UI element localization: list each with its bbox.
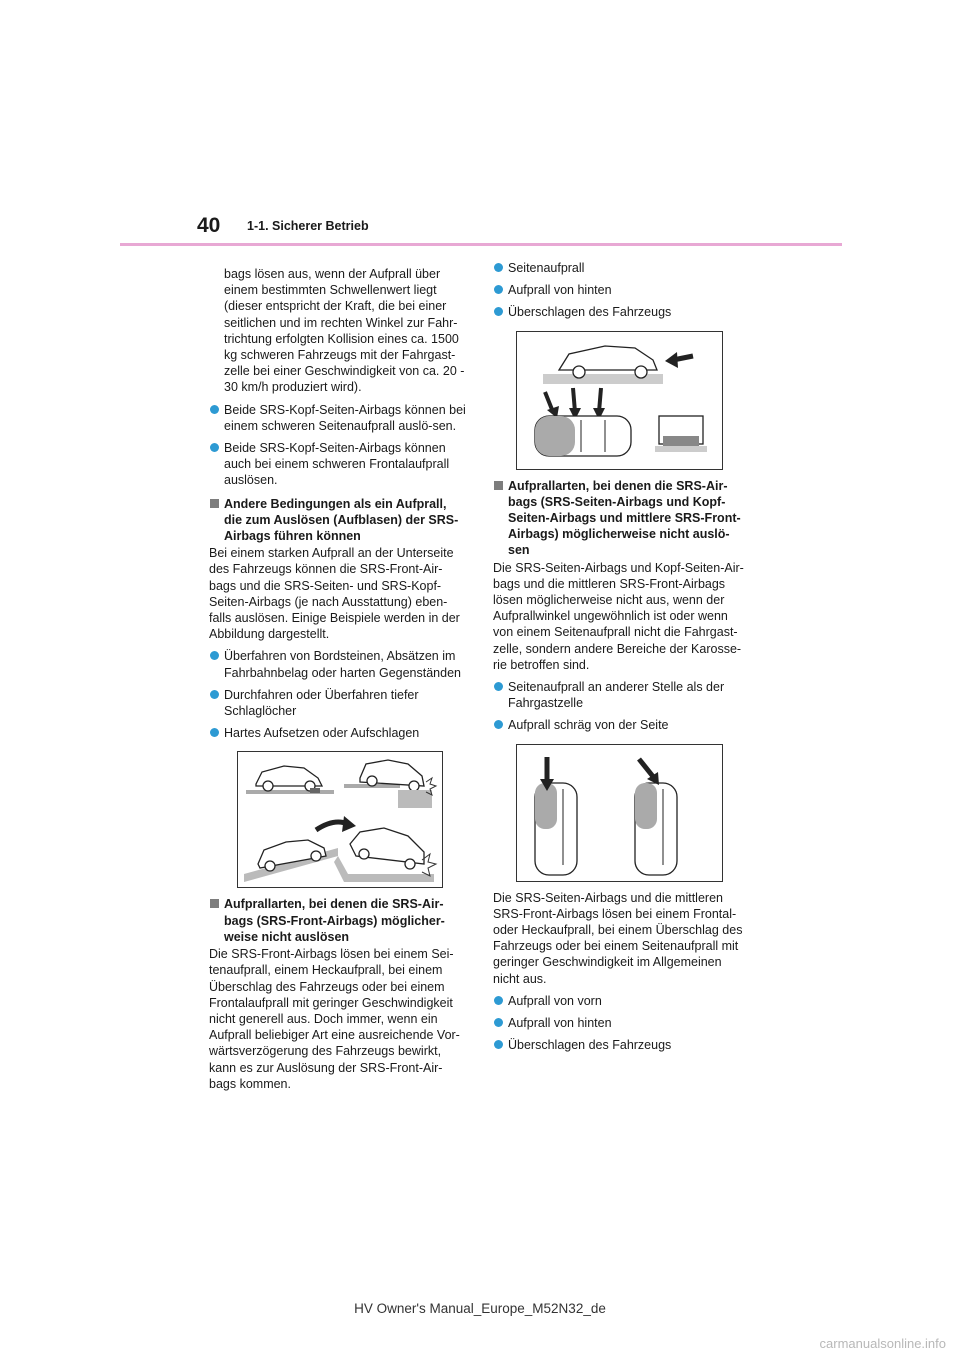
bullet-icon: [494, 307, 503, 316]
list-item: Überfahren von Bordsteinen, Absätzen im Fahrbahnbelag oder harten Gegenständen: [209, 648, 467, 680]
bullet-icon: [210, 443, 219, 452]
list-item: Beide SRS-Kopf-Seiten-Airbags können bei einem schweren Seitenaufprall auslö-sen.: [209, 402, 467, 434]
bullet-icon: [494, 996, 503, 1005]
bullet-icon: [494, 1040, 503, 1049]
section-heading: Aufprallarten, bei denen die SRS-Air-bags (SRS-Front-Airbags) möglicher-weise nicht auslösen: [209, 896, 467, 945]
list-item: Beide SRS-Kopf-Seiten-Airbags können auch bei einem schweren Frontalaufprall auslösen.: [209, 440, 467, 489]
oblique-side-impact-illustration: [516, 744, 723, 882]
square-marker-icon: [494, 481, 503, 490]
left-column: [209, 266, 467, 1092]
list-item: Überschlagen des Fahrzeugs: [493, 1037, 751, 1053]
footer-manual-title: HV Owner's Manual_Europe_M52N32_de: [354, 1301, 606, 1316]
bullet-icon: [210, 405, 219, 414]
square-marker-icon: [210, 499, 219, 508]
page-number: 40: [197, 214, 221, 237]
body-paragraph: Die SRS-Seiten-Airbags und die mittleren SRS-Front-Airbags lösen bei einem Frontal- oder Heckaufprall, bei einem Überschlag des Fahrzeugs oder bei einem Seitenaufprall mit geringer Geschwindigkeit im Allgemeinen nicht aus.: [493, 890, 743, 986]
section-title: 1-1. Sicherer Betrieb: [247, 219, 369, 233]
oblique-side-impact-drawing: [517, 745, 722, 881]
list-item: Durchfahren oder Überfahren tiefer Schlaglöcher: [209, 687, 467, 719]
section-heading: Andere Bedingungen als ein Aufprall, die zum Auslösen (Aufblasen) der SRS-Airbags führen können: [209, 496, 467, 545]
body-paragraph: Die SRS-Seiten-Airbags und Kopf-Seiten-Air-bags und die mittleren SRS-Front-Airbags lösen möglicherweise nicht aus, wenn der Aufprallwinkel ungewöhnlich ist oder wenn von einem Seitenaufprall nicht die Fahrgast-zelle, sondern andere Bereiche der Karosse-rie betroffen sind.: [493, 560, 744, 672]
bullet-icon: [494, 682, 503, 691]
body-paragraph: Die SRS-Front-Airbags lösen bei einem Sei-tenaufprall, einem Heckaufprall, bei einem Überschlag des Fahrzeugs oder bei einem Frontalaufprall mit geringer Geschwindigkeit nicht generell aus. Doch immer, wenn ein Aufprall beliebiger Art eine ausreichende Vor-wärtsverzögerung des Fahrzeugs bewirkt, kann es zur Auslösung der SRS-Front-Air-bags kommen.: [209, 947, 460, 1091]
section-heading: Aufprallarten, bei denen die SRS-Air-bags (SRS-Seiten-Airbags und Kopf-Seiten-Airbags und mittlere SRS-Front-Airbags) möglicherweise nicht auslö-sen: [493, 478, 751, 559]
watermark: carmanualsonline.info: [819, 1336, 946, 1351]
list-item: Seitenaufprall: [493, 260, 751, 276]
right-column: [493, 261, 751, 1053]
square-marker-icon: [210, 899, 219, 908]
underbody-impact-drawing: [238, 752, 442, 887]
header-rule: [120, 243, 842, 246]
list-item: Hartes Aufsetzen oder Aufschlagen: [209, 725, 467, 741]
underbody-impact-illustration: [237, 751, 443, 888]
bullet-icon: [210, 651, 219, 660]
bullet-icon: [494, 285, 503, 294]
list-item: Überschlagen des Fahrzeugs: [493, 304, 751, 320]
bullet-icon: [494, 720, 503, 729]
intro-paragraph: bags lösen aus, wenn der Aufprall über einem bestimmten Schwellenwert liegt (dieser entspricht der Kraft, die bei einer seitlichen und im rechten Winkel zur Fahr-trichtung erfolgten Kollision eines ca. 1500 kg schweren Fahrzeugs mit der Fahrgast-zelle bei einer Geschwindigkeit von ca. 20 - 30 km/h produziert wird).: [224, 267, 465, 395]
bullet-icon: [210, 690, 219, 699]
body-paragraph: Bei einem starken Aufprall an der Unterseite des Fahrzeugs können die SRS-Front-Air-bags und die SRS-Seiten- und SRS-Kopf-Seiten-Airbags (je nach Ausstattung) eben-falls auslösen. Einige Beispiele werden in der Abbildung dargestellt.: [209, 546, 460, 642]
bullet-icon: [210, 728, 219, 737]
list-item: Aufprall schräg von der Seite: [493, 717, 751, 733]
list-item: Aufprall von hinten: [493, 282, 751, 298]
side-rear-rollover-drawing: [517, 332, 722, 469]
list-item: Seitenaufprall an anderer Stelle als der Fahrgastzelle: [493, 679, 751, 711]
bullet-icon: [494, 1018, 503, 1027]
side-rear-rollover-illustration: [516, 331, 723, 470]
bullet-icon: [494, 263, 503, 272]
list-item: Aufprall von vorn: [493, 993, 751, 1009]
list-item: Aufprall von hinten: [493, 1015, 751, 1031]
